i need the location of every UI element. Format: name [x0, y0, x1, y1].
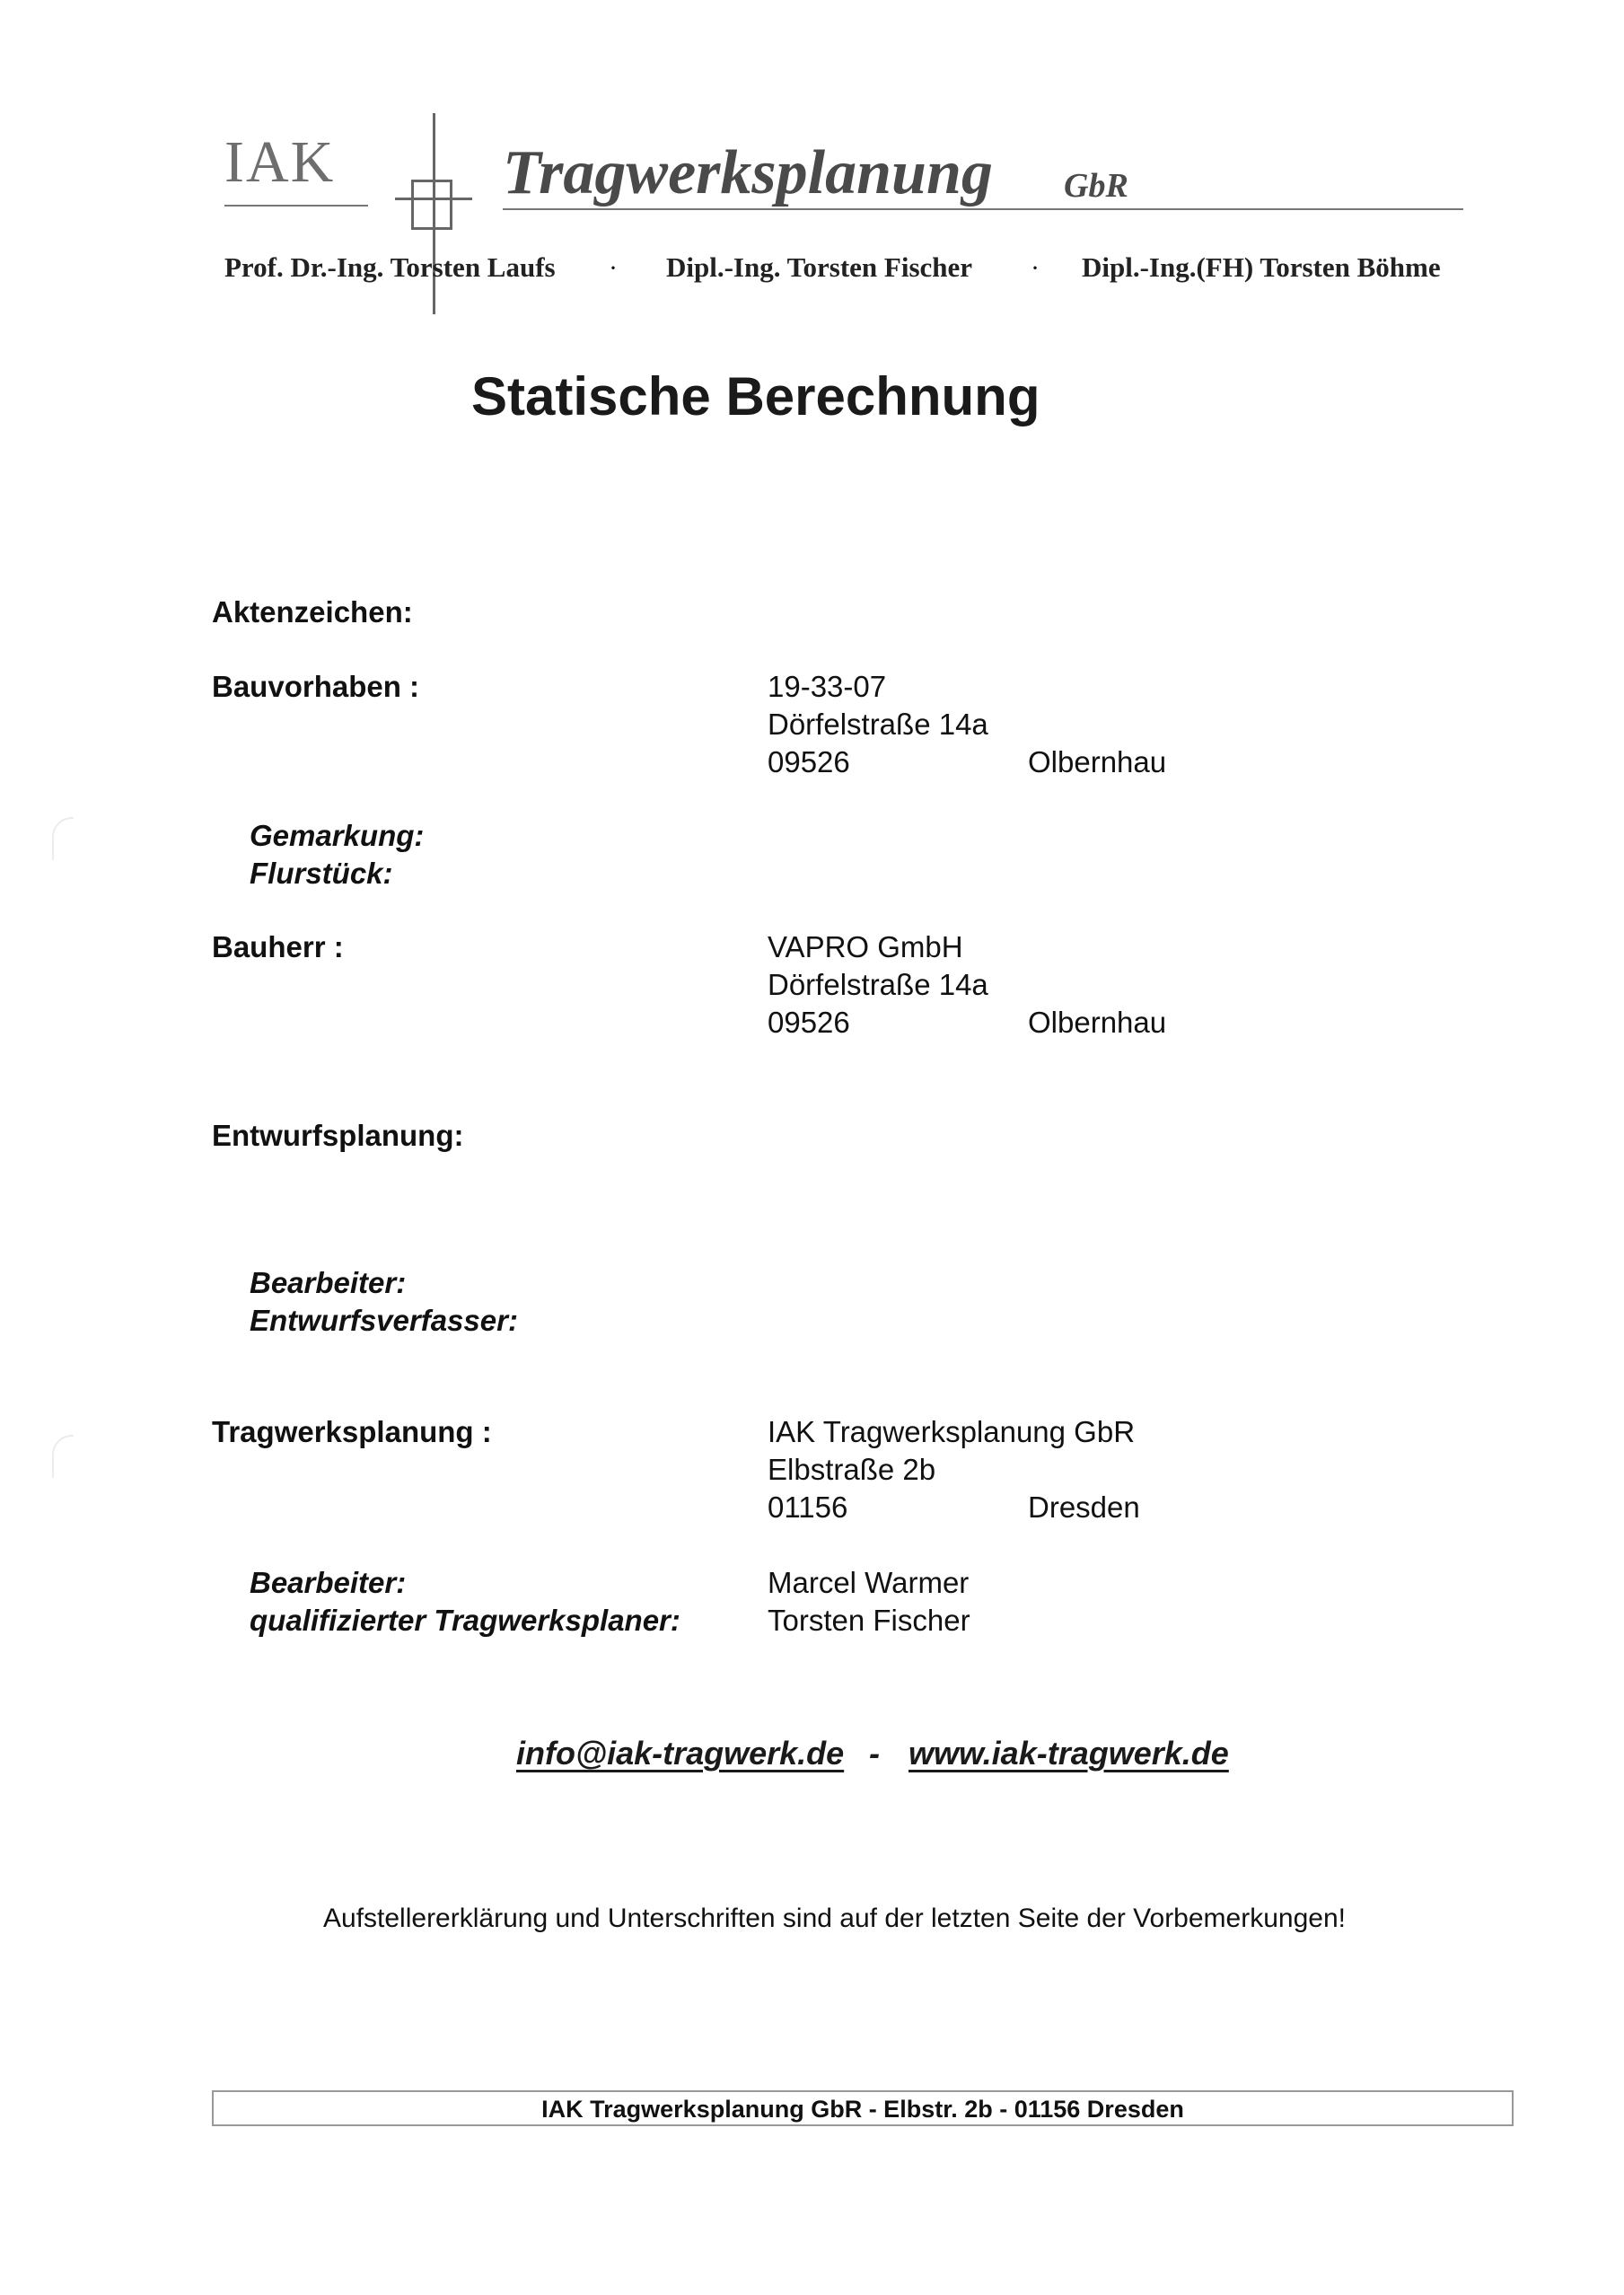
scan-mark — [52, 1435, 74, 1478]
logo-abbreviation: IAK — [224, 129, 336, 195]
logo-suffix: GbR — [1064, 167, 1128, 205]
bauvorhaben-city: Olbernhau — [1028, 745, 1167, 778]
partner-name: Prof. Dr.-Ing. Torsten Laufs — [224, 251, 556, 283]
tragwerksplanung-label: Tragwerksplanung : — [212, 1415, 492, 1448]
partner-separator: · — [1031, 253, 1040, 283]
qualified-planner-value: Torsten Fischer — [768, 1604, 970, 1637]
bauvorhaben-number: 19-33-07 — [768, 670, 887, 703]
entwurfsplanung-label: Entwurfsplanung: — [212, 1119, 464, 1152]
tragwerksplanung-name: IAK Tragwerksplanung GbR — [768, 1415, 1136, 1448]
bearbeiter-value: Marcel Warmer — [768, 1566, 970, 1599]
scan-mark — [52, 817, 74, 860]
bauherr-name: VAPRO GmbH — [768, 930, 963, 963]
logo-rule-right — [503, 208, 1463, 210]
entwurfsverfasser-label: Entwurfsverfasser: — [250, 1304, 518, 1337]
bauherr-street: Dörfelstraße 14a — [768, 968, 988, 1001]
bauherr-zip: 09526 — [768, 1006, 850, 1039]
partner-separator: · — [609, 253, 618, 283]
contact-separator: - — [869, 1735, 880, 1772]
document-title: Statische Berechnung — [471, 366, 1040, 426]
bauvorhaben-zip: 09526 — [768, 745, 850, 778]
qualified-planner-label: qualifizierter Tragwerksplaner: — [250, 1604, 680, 1637]
tragwerksplanung-street: Elbstraße 2b — [768, 1453, 936, 1486]
bearbeiter-label: Bearbeiter: — [250, 1566, 407, 1599]
footer-address: IAK Tragwerksplanung GbR - Elbstr. 2b - 01156 Dresden — [541, 2096, 1184, 2123]
bauherr-label: Bauherr : — [212, 930, 344, 963]
partner-name: Dipl.-Ing. Torsten Fischer — [666, 251, 973, 283]
partner-name: Dipl.-Ing.(FH) Torsten Böhme — [1082, 251, 1441, 283]
aktenzeichen-label: Aktenzeichen: — [212, 595, 413, 629]
bauherr-city: Olbernhau — [1028, 1006, 1167, 1039]
bearbeiter-label: Bearbeiter: — [250, 1266, 407, 1299]
bauvorhaben-street: Dörfelstraße 14a — [768, 708, 988, 741]
logo-title: Tragwerksplanung — [503, 138, 993, 207]
flurstueck-label: Flurstück: — [250, 857, 393, 890]
signature-notice: Aufstellererklärung und Unterschriften sind auf der letzten Seite der Vorbemerkungen! — [323, 1904, 1346, 1933]
email-link[interactable]: info@iak-tragwerk.de — [516, 1735, 845, 1772]
tragwerksplanung-zip: 01156 — [768, 1490, 848, 1524]
gemarkung-label: Gemarkung: — [250, 819, 425, 852]
tragwerksplanung-city: Dresden — [1028, 1490, 1140, 1524]
website-link[interactable]: www.iak-tragwerk.de — [909, 1735, 1229, 1772]
logo-rule-left — [224, 205, 368, 207]
logo-cross-box — [411, 180, 452, 230]
bauvorhaben-label: Bauvorhaben : — [212, 670, 420, 703]
